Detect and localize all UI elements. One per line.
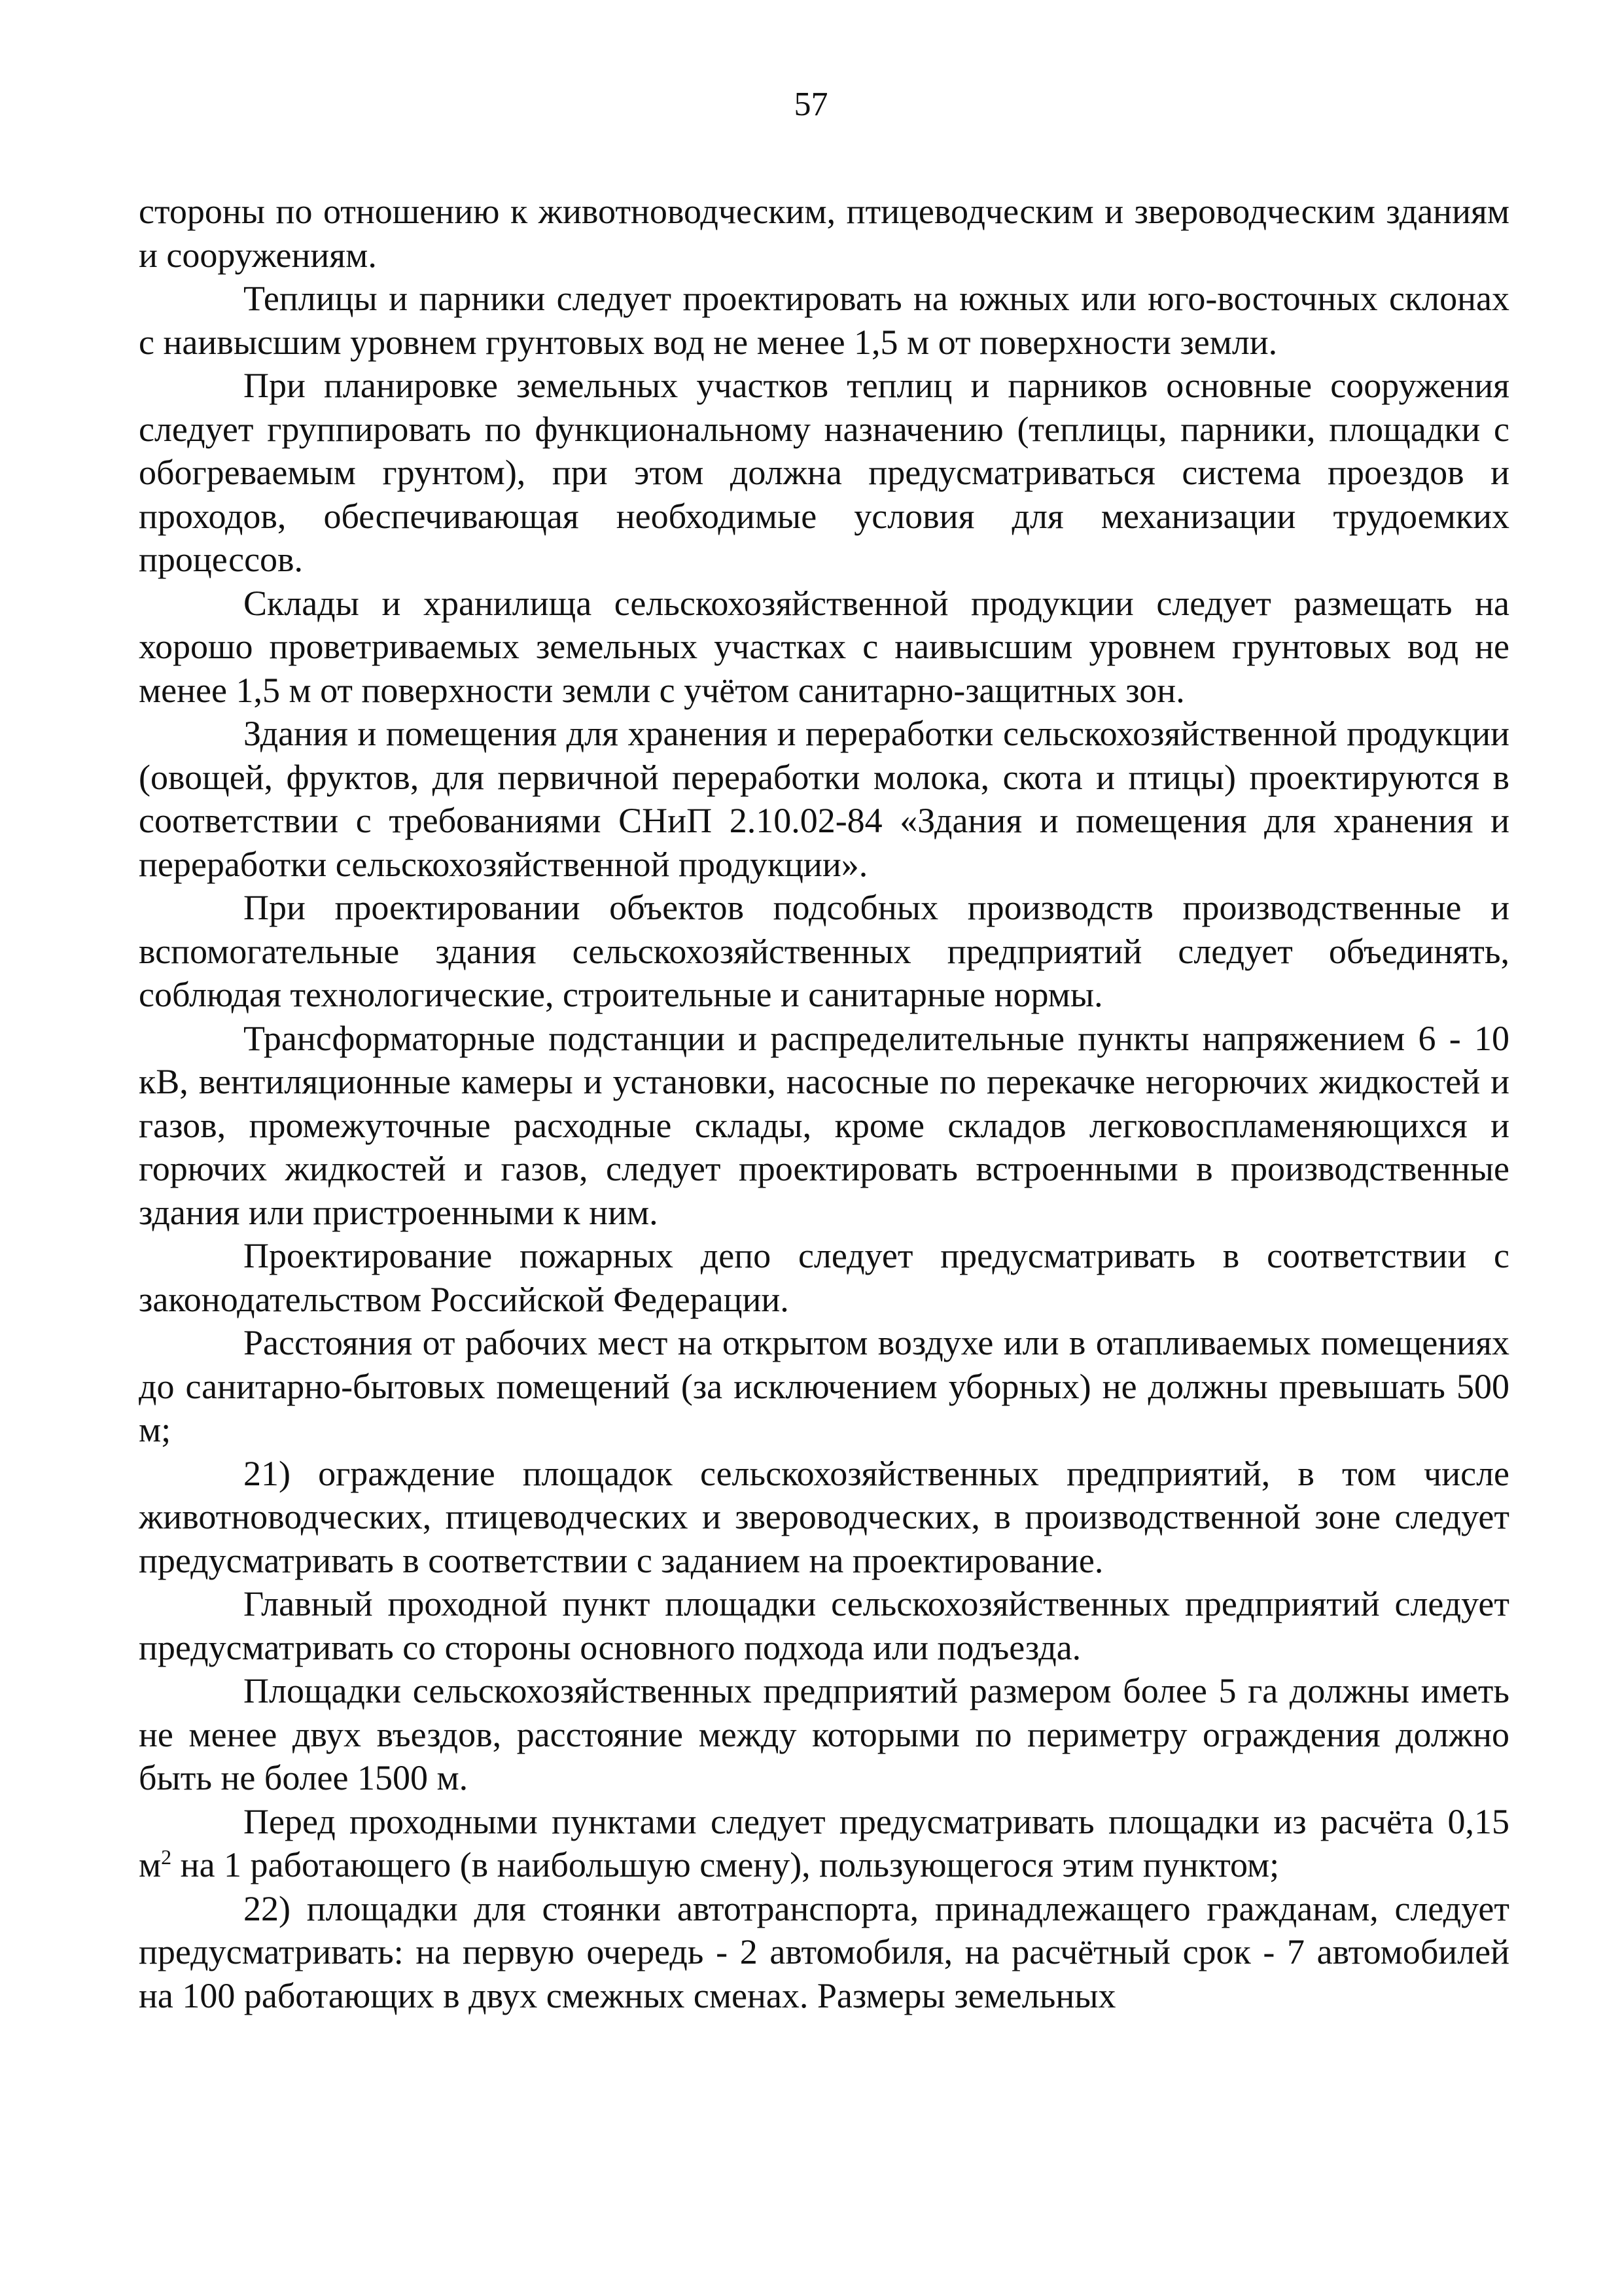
paragraph: стороны по отношению к животноводческим, птицеводческим и звероводческим зданиям и сооружениям. <box>139 192 1509 275</box>
paragraph: Здания и помещения для хранения и переработки сельскохозяйственной продукции (овощей, фруктов, для первичной переработки молока, скота и птицы) проектируются в соответствии с требованиями СНиП 2.10.02-84 «Здания и помещения для хранения и переработки сельскохозяйственной продукции». <box>139 714 1509 884</box>
paragraph: 21) ограждение площадок сельскохозяйственных предприятий, в том числе животноводческих, птицеводческих и звероводческих, в производственной зоне следует предусматривать в соответствии с заданием на проектирование. <box>139 1453 1509 1580</box>
paragraph: 22) площадки для стоянки автотранспорта, принадлежащего гражданам, следует предусматривать: на первую очередь - 2 автомобиля, на расчётный срок - 7 автомобилей на 100 работающих в двух смежных сменах. Размеры земельных <box>139 1888 1509 2015</box>
paragraph: Проектирование пожарных депо следует предусматривать в соответствии с законодательством Российской Федерации. <box>139 1236 1509 1319</box>
paragraph: Теплицы и парники следует проектировать на южных или юго-восточных склонах с наивысшим уровнем грунтовых вод не менее 1,5 м от поверхности земли. <box>139 279 1509 362</box>
paragraph: Площадки сельскохозяйственных предприятий размером более 5 га должны иметь не менее двух въездов, расстояние между которыми по периметру ограждения должно быть не более 1500 м. <box>139 1671 1509 1797</box>
paragraph-text-before: Перед проходными пунктами следует предусматривать площадки из расчёта 0,15 м <box>139 1801 1509 1884</box>
paragraph: При проектировании объектов подсобных производств производственные и вспомогательные здания сельскохозяйственных предприятий следует объединять, соблюдая технологические, строительные и санитарные нормы. <box>139 888 1509 1014</box>
paragraph-with-superscript <box>139 1800 1509 1887</box>
page-number: 57 <box>794 86 828 123</box>
paragraph: При планировке земельных участков теплиц и парников основные сооружения следует группировать по функциональному назначению (теплицы, парники, площадки с обогреваемым грунтом), при этом должна предусматриваться система проездов и проходов, обеспечивающая необходимые условия для механизации трудоемких процессов. <box>139 366 1509 579</box>
paragraph: Склады и хранилища сельскохозяйственной продукции следует размещать на хорошо проветриваемых земельных участках с наивысшим уровнем грунтовых вод не менее 1,5 м от поверхности земли с учётом санитарно-защитных зон. <box>139 583 1509 710</box>
paragraph: Расстояния от рабочих мест на открытом воздухе или в отапливаемых помещениях до санитарно-бытовых помещений (за исключением уборных) не должны превышать 500 м; <box>139 1323 1509 1449</box>
superscript: 2 <box>161 1845 172 1869</box>
paragraph-text-after: на 1 работающего (в наибольшую смену), пользующегося этим пунктом; <box>171 1845 1280 1884</box>
paragraph: Главный проходной пункт площадки сельскохозяйственных предприятий следует предусматривать со стороны основного подхода или подъезда. <box>139 1584 1509 1667</box>
document-body <box>139 190 1509 2017</box>
paragraph: Трансформаторные подстанции и распределительные пункты напряжением 6 - 10 кВ, вентиляционные камеры и установки, насосные по перекачке негорючих жидкостей и газов, промежуточные расходные склады, кроме складов легковоспламеняющихся и горючих жидкостей и газов, следует проектировать встроенными в производственные здания или пристроенными к ним. <box>139 1018 1509 1232</box>
